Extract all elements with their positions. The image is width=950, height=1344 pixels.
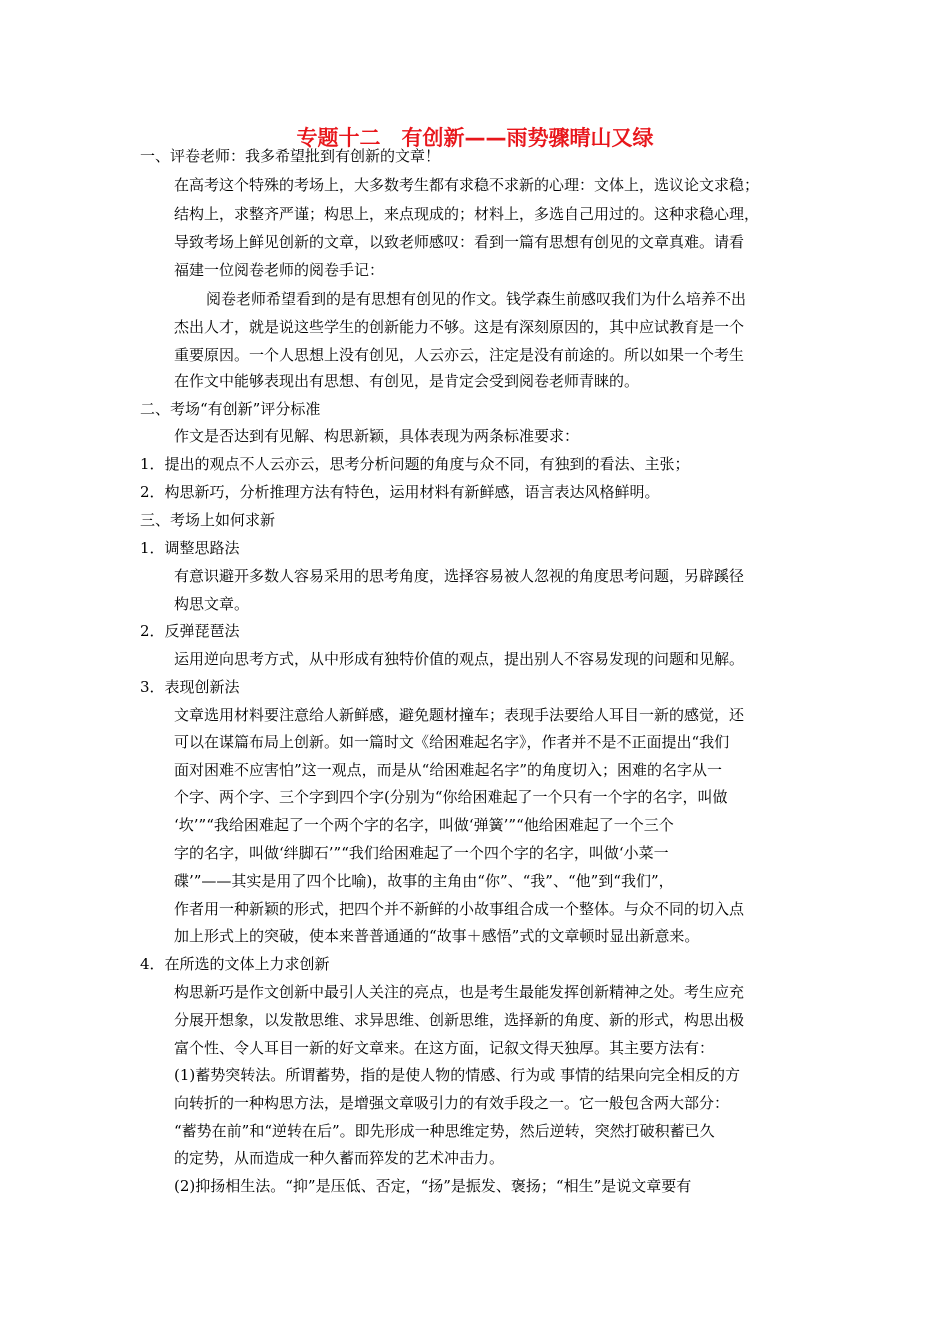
paragraph-line: 结构上，求整齐严谨；构思上，来点现成的；材料上，多选自己用过的。这种求稳心理，: [174, 205, 760, 223]
paragraph-line: 作文是否达到有见解、构思新颖，具体表现为两条标准要求：: [174, 427, 580, 445]
paragraph-line: 加上形式上的突破，使本来普普通通的“故事＋感悟”式的文章顿时显出新意来。: [174, 927, 700, 945]
section-heading-1: 一、评卷老师：我多希望批到有创新的文章！: [140, 147, 441, 165]
list-item-1: 1．提出的观点不人云亦云，思考分析问题的角度与众不同，有独到的看法、主张；: [140, 455, 690, 473]
paragraph-line: 构思文章。: [174, 595, 250, 613]
document-title: 专题十二 有创新——雨势骤晴山又绿: [296, 126, 654, 150]
paragraph-line: ‘坎’”“我给困难起了一个两个字的名字，叫做‘弹簧’”“他给困难起了一个三个: [174, 816, 674, 834]
list-item-2: 2．构思新巧，分析推理方法有特色，运用材料有新鲜感，语言表达风格鲜明。: [140, 483, 660, 501]
paragraph-line: 文章选用材料要注意给人新鲜感，避免题材撞车；表现手法要给人耳目一新的感觉，还: [174, 706, 745, 724]
paragraph-line: 构思新巧是作文创新中最引人关注的亮点，也是考生最能发挥创新精神之处。考生应充: [174, 983, 745, 1001]
paragraph-line: 分展开想象，以发散思维、求异思维、创新思维，选择新的角度、新的形式，构思出极: [174, 1011, 745, 1029]
paragraph-line: 在高考这个特殊的考场上，大多数考生都有求稳不求新的心理：文体上，选议论文求稳；: [174, 176, 760, 194]
paragraph-line: 福建一位阅卷老师的阅卷手记：: [174, 261, 385, 279]
section-heading-3: 三、考场上如何求新: [140, 511, 276, 529]
paragraph-line: 导致考场上鲜见创新的文章，以致老师感叹：看到一篇有思想有创见的文章真难。请看: [174, 233, 745, 251]
quote-line: 重要原因。一个人思想上没有创见，人云亦云，注定是没有前途的。所以如果一个考生: [174, 346, 745, 364]
subheading-4: 4．在所选的文体上力求创新: [140, 955, 330, 973]
paragraph-line: (2)抑扬相生法。“抑”是压低、否定，“扬”是振发、褒扬；“相生”是说文章要有: [174, 1177, 692, 1195]
paragraph-line: 的定势，从而造成一种久蓄而猝发的艺术冲击力。: [174, 1149, 505, 1167]
paragraph-line: (1)蓄势突转法。所谓蓄势，指的是使人物的情感、行为或 事情的结果向完全相反的方: [174, 1066, 741, 1084]
paragraph-line: 作者用一种新颖的形式，把四个并不新鲜的小故事组合成一个整体。与众不同的切入点: [174, 900, 745, 918]
quote-line: 杰出人才，就是说这些学生的创新能力不够。这是有深刻原因的，其中应试教育是一个: [174, 318, 745, 336]
paragraph-line: 运用逆向思考方式，从中形成有独特价值的观点，提出别人不容易发现的问题和见解。: [174, 650, 745, 668]
quote-line: 在作文中能够表现出有思想、有创见，是肯定会受到阅卷老师青睐的。: [174, 372, 640, 390]
paragraph-line: 碟’”——其实是用了四个比喻)，故事的主角由“你”、“我”、“他”到“我们”，: [174, 872, 674, 890]
paragraph-line: 字的名字，叫做‘绊脚石’”“我们给困难起了一个四个字的名字，叫做‘小菜一: [174, 844, 669, 862]
paragraph-line: 向转折的一种构思方法，是增强文章吸引力的有效手段之一。它一般包含两大部分：: [174, 1094, 730, 1112]
section-heading-2: 二、考场“有创新”评分标准: [140, 400, 321, 418]
paragraph-line: 个字、两个字、三个字到四个字(分别为“你给困难起了一个只有一个字的名字，叫做: [174, 788, 728, 806]
paragraph-line: 有意识避开多数人容易采用的思考角度，选择容易被人忽视的角度思考问题，另辟蹊径: [174, 567, 745, 585]
paragraph-line: “蓄势在前”和“逆转在后”。即先形成一种思维定势，然后逆转，突然打破积蓄已久: [174, 1122, 715, 1140]
subheading-1: 1．调整思路法: [140, 539, 240, 557]
subheading-3: 3．表现创新法: [140, 678, 240, 696]
paragraph-line: 富个性、令人耳目一新的好文章来。在这方面，记叙文得天独厚。其主要方法有：: [174, 1039, 715, 1057]
paragraph-line: 可以在谋篇布局上创新。如一篇时文《给困难起名字》，作者并不是不正面提出“我们: [174, 733, 730, 751]
subheading-2: 2．反弹琵琶法: [140, 622, 240, 640]
quote-line: 阅卷老师希望看到的是有思想有创见的作文。钱学森生前感叹我们为什么培养不出: [206, 290, 747, 308]
paragraph-line: 面对困难不应害怕”这一观点，而是从“给困难起名字”的角度切入；困难的名字从一: [174, 761, 723, 779]
